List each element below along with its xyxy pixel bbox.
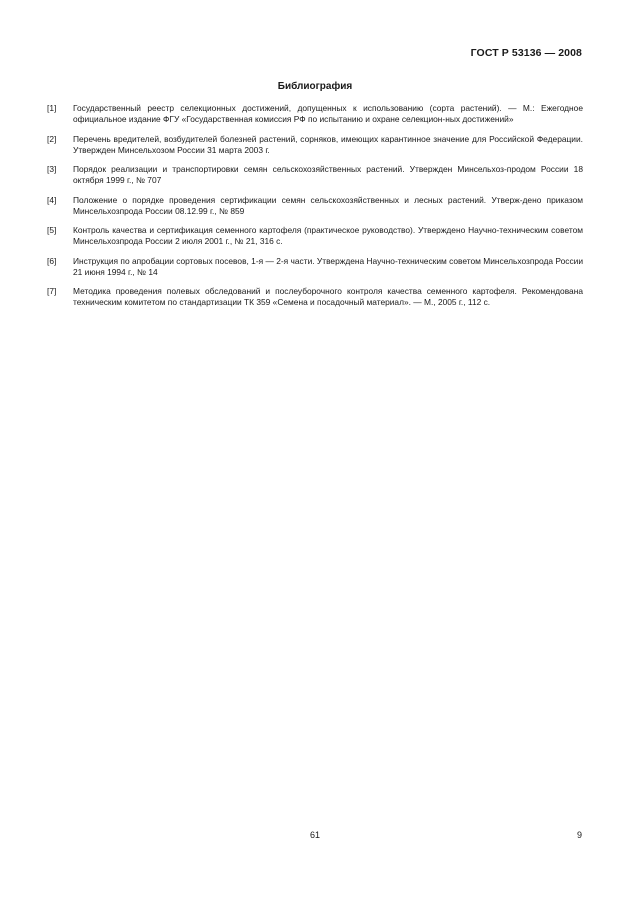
bibliography-item bbox=[47, 225, 583, 247]
bibliography-item bbox=[47, 256, 583, 278]
sheet-number: 9 bbox=[576, 830, 582, 840]
bibliography-item-text: Инструкция по апробации сортовых посевов, 1-я — 2-я части. Утверждена Научно-техническим советом Минсельхозпрода России 21 июня 1994 г., № 14 bbox=[73, 255, 583, 277]
bibliography-list bbox=[47, 103, 583, 317]
bibliography-item-number: [7] bbox=[47, 286, 57, 296]
bibliography-item-number: [3] bbox=[47, 164, 57, 174]
bibliography-item bbox=[47, 164, 583, 186]
bibliography-item bbox=[47, 195, 583, 217]
bibliography-item-number: [5] bbox=[47, 225, 57, 235]
bibliography-item-text: Порядок реализации и транспортировки семян сельскохозяйственных растений. Утвержден Минсельхоз-продом России 18 октября 1999 г., № 707 bbox=[73, 164, 583, 185]
bibliography-item bbox=[47, 103, 583, 125]
standard-code: ГОСТ Р 53136 — 2008 bbox=[470, 47, 582, 59]
bibliography-item-number: [1] bbox=[47, 103, 57, 113]
bibliography-item-number: [6] bbox=[47, 255, 57, 266]
bibliography-item bbox=[47, 286, 583, 308]
bibliography-item-number: [4] bbox=[47, 194, 57, 205]
bibliography-item-number: [2] bbox=[47, 133, 57, 144]
bibliography-item-text: Перечень вредителей, возбудителей болезней растений, сорняков, имеющих карантинное значение для Российской Федерации. Утвержден Минсельхозом России 31 марта 2003 г. bbox=[73, 133, 583, 155]
bibliography-item bbox=[47, 134, 583, 156]
bibliography-item-text: Положение о порядке проведения сертификации семян сельскохозяйственных и лесных растений. Утверж-дено приказом Минсельхозпрода России 08.12.99 г., № 859 bbox=[73, 194, 583, 216]
bibliography-item-text: Контроль качества и сертификация семенного картофеля (практическое руководство). Утверждено Научно-техническим советом Минсельхозпрода России 2 июля 2001 г., № 21, 316 с. bbox=[73, 225, 583, 246]
page-number: 61 bbox=[309, 830, 320, 840]
page-title: Библиография bbox=[277, 81, 353, 92]
bibliography-item-text: Методика проведения полевых обследований и послеуборочного контроля качества семенного картофеля. Рекомендована техническим комитетом по стандартизации ТК 359 «Семена и посадочный материал». — М., 2005 г., 112 с. bbox=[73, 286, 583, 307]
bibliography-item-text: Государственный реестр селекционных достижений, допущенных к использованию (сорта растений). — М.: Ежегодное официальное издание ФГУ «Государственная комиссия РФ по испытанию и охране селекцион-ных достижений» bbox=[73, 103, 583, 124]
